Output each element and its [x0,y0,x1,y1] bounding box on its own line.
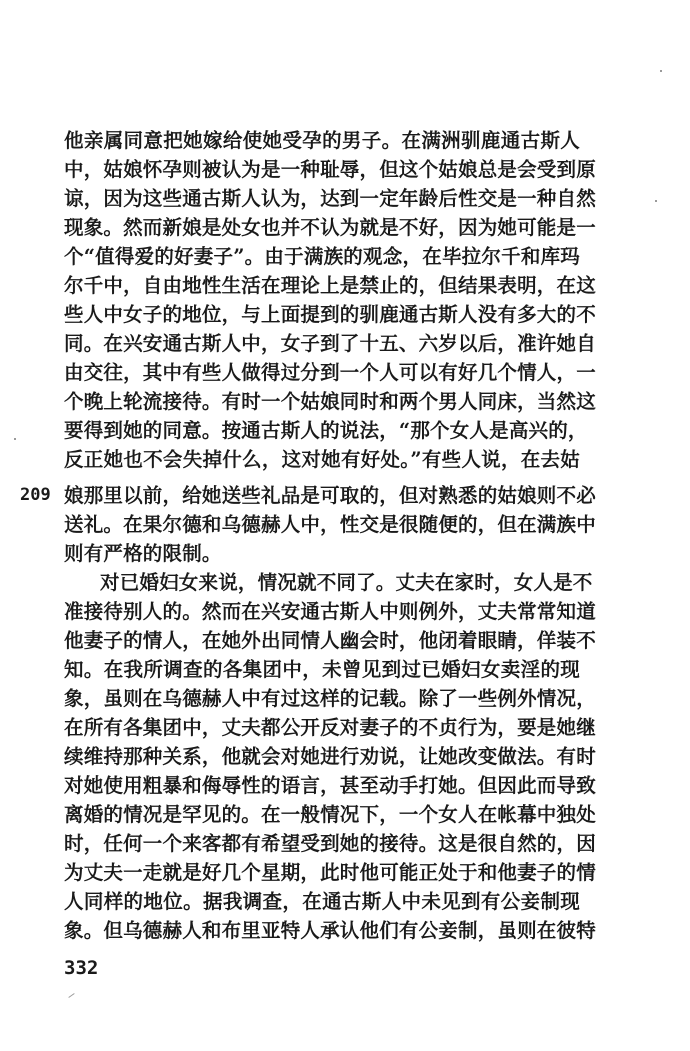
text-line: 他亲属同意把她嫁给使她受孕的男子。在满洲驯鹿通古斯人 [64,129,580,152]
page-number: 332 [64,957,99,979]
text-line: 象。但乌德赫人和布里亚特人承认他们有公妾制，虽则在彼特 [64,919,596,942]
scan-mark [68,993,74,998]
text-line: 个“值得爱的好妻子”。由于满族的观念，在毕拉尔千和库玛 [64,245,580,268]
scan-speck [655,200,657,202]
text-line: 谅，因为这些通古斯人认为，达到一定年龄后性交是一种自然 [64,187,596,210]
text-line: 人同样的地位。据我调查，在通古斯人中未见到有公妾制现 [64,890,580,913]
text-line: 准接待别人的。然而在兴安通古斯人中则例外，丈夫常常知道 [64,600,596,623]
scan-speck [660,70,662,72]
text-line: 时，任何一个来客都有希望受到她的接待。这是很自然的，因 [64,832,596,855]
text-line: 在所有各集团中，丈夫都公开反对妻子的不贞行为，要是她继 [64,716,596,739]
text-line: 则有严格的限制。 [64,542,222,565]
margin-page-number: 209 [20,485,51,505]
text-line: 中，姑娘怀孕则被认为是一种耻辱，但这个姑娘总是会受到原 [64,158,596,181]
text-line: 对她使用粗暴和侮辱性的语言，甚至动手打她。但因此而导致 [64,774,596,797]
text-line: 续维持那种关系，他就会对她进行劝说，让她改变做法。有时 [64,745,596,768]
text-line: 由交往，其中有些人做得过分到一个人可以有好几个情人，一 [64,361,596,384]
text-line: 娘那里以前，给她送些礼品是可取的，但对熟悉的姑娘则不必 [64,484,596,507]
text-line: 个晚上轮流接待。有时一个姑娘同时和两个男人同床，当然这 [64,390,596,413]
text-line: 送礼。在果尔德和乌德赫人中，性交是很随便的，但在满族中 [64,513,596,536]
text-line: 尔千中，自由地性生活在理论上是禁止的，但结果表明，在这 [64,274,596,297]
scan-speck [14,438,16,440]
text-line: 为丈夫一走就是好几个星期，此时他可能正处于和他妻子的情 [64,861,596,884]
text-line: 同。在兴安通古斯人中，女子到了十五、六岁以后，准许她自 [64,332,596,355]
paragraph-first-line: 对已婚妇女来说，情况就不同了。丈夫在家时，女人是不 [100,571,593,594]
text-line: 他妻子的情人，在她外出同情人幽会时，他闭着眼睛，佯装不 [64,629,596,652]
text-line: 要得到她的同意。按通古斯人的说法，“那个女人是高兴的， [64,419,588,442]
text-line: 现象。然而新娘是处女也并不认为就是不好，因为她可能是一 [64,216,596,239]
text-line: 反正她也不会失掉什么，这对她有好处。”有些人说，在去姑 [64,448,580,471]
text-line: 知。在我所调查的各集团中，未曾见到过已婚妇女卖淫的现 [64,658,580,681]
text-line: 象，虽则在乌德赫人中有过这样的记载。除了一些例外情况， [64,687,596,710]
text-line: 离婚的情况是罕见的。在一般情况下，一个女人在帐幕中独处 [64,803,596,826]
text-line: 些人中女子的地位，与上面提到的驯鹿通古斯人没有多大的不 [64,303,596,326]
